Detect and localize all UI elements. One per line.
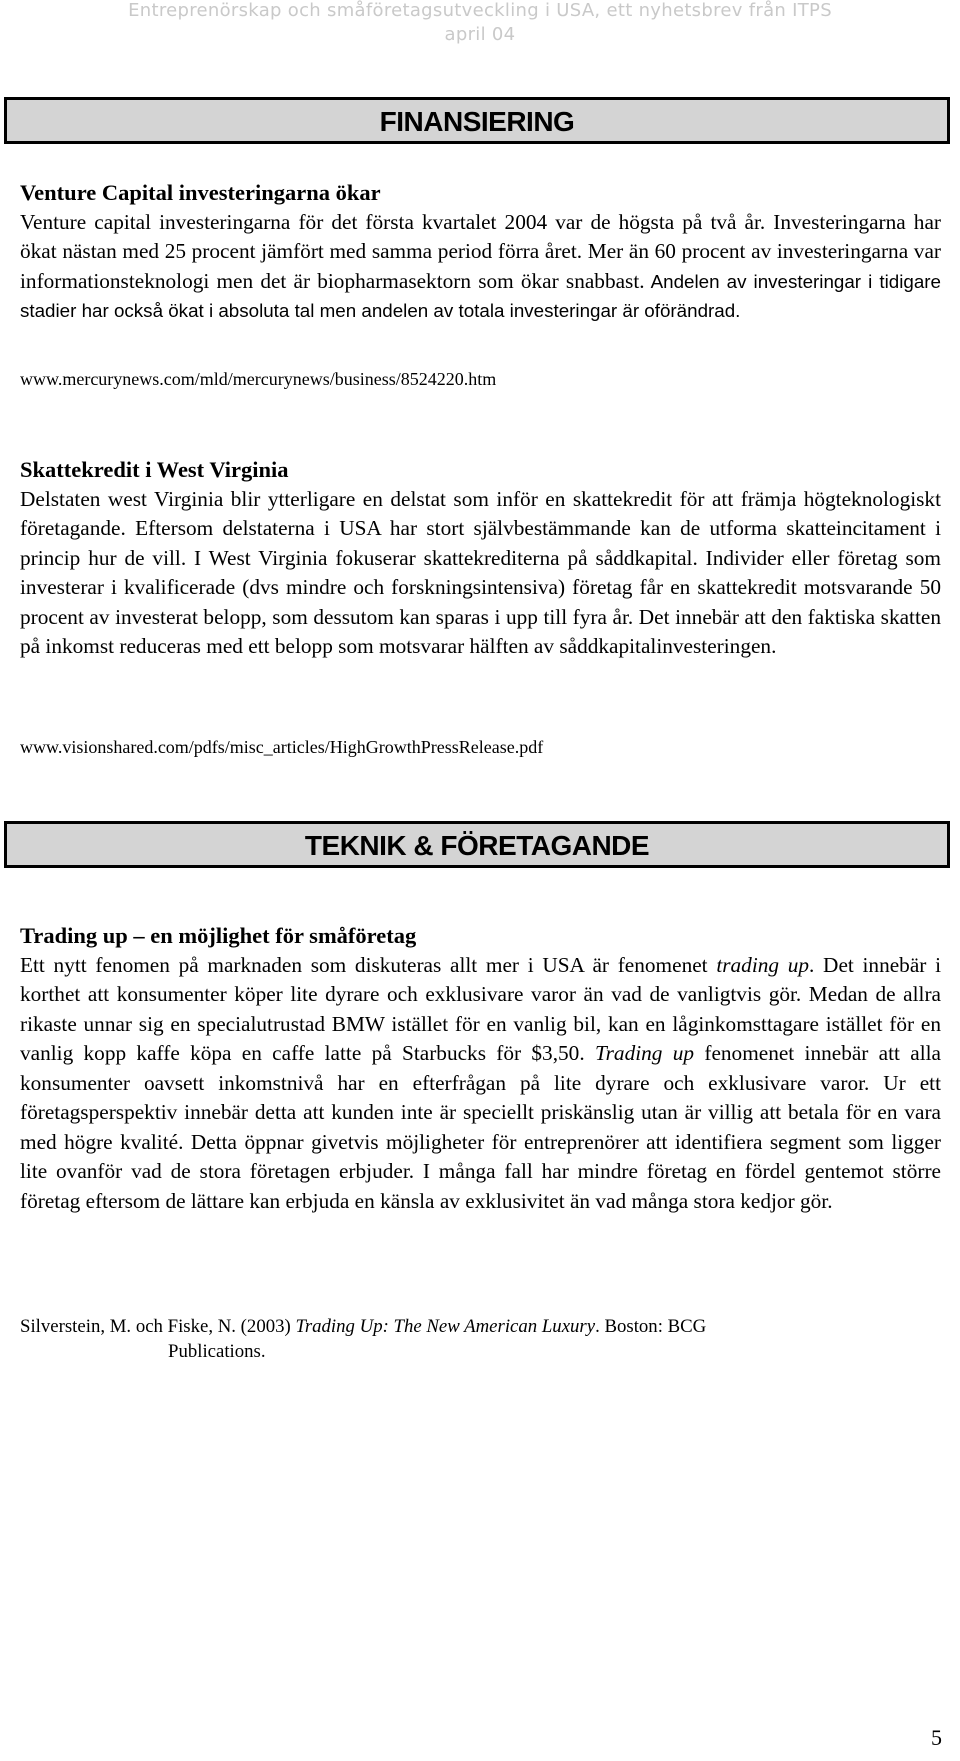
section-banner-teknik bbox=[4, 821, 950, 868]
running-header-title: Entreprenörskap och småföretagsutveckling i USA, ett nyhetsbrev från ITPS bbox=[128, 0, 832, 21]
article-trading-up bbox=[20, 921, 941, 1216]
article-body: fenomenet innebär att alla konsumenter oavsett inkomstnivå har en efterfrågan på lite dyrare och exklusivare varor. Ur ett företagsperspektiv innebär detta att kunden inte är speciellt priskänslig utan är villig att betala för en vara med högre kvalité. Detta öppnar givetvis möjligheter för entreprenörer att identifiera segment som ligger lite ovanför vad de stora företagen erbjuder. I många fall har mindre företag en fördel gentemot större företag eftersom de lättare kan erbjuda en känsla av exklusivitet än vad många stora kedjor gör. bbox=[20, 1041, 942, 1213]
article-body: Ett nytt fenomen på marknaden som diskuteras allt mer i USA är fenomenet bbox=[20, 952, 717, 977]
article-body: Andelen av investeringar i tidigare stadier har också ökat i absoluta tal men andelen av totala investeringar är oförändrad. bbox=[20, 270, 941, 321]
article-heading: Trading up – en möjlighet för småföretag bbox=[20, 923, 417, 948]
article-body: Individer eller företag som investerar i kvalificerade (dvs mindre och forskningsintensiva) företag får en skattekredit motsvarande 50 procent av investerat belopp, som dessutom kan sparas i upp till fyra år. Det innebär att den faktiska skatten på inkomst reduceras med ett belopp som motsvarar hälften av såddkapitalinvesteringen. bbox=[20, 545, 941, 658]
article-west-virginia bbox=[20, 455, 941, 662]
reference-publisher: . Boston: BCG bbox=[595, 1316, 707, 1337]
reference-continuation: Publications. bbox=[168, 1341, 266, 1362]
article-heading: Skattekredit i West Virginia bbox=[20, 457, 289, 482]
article-body: Delstaten west Virginia blir ytterligare en delstat som inför en skattekredit för att främja högteknologiskt företagande. bbox=[20, 486, 941, 540]
source-link[interactable]: www.visionshared.com/pdfs/misc_articles/HighGrowthPressRelease.pdf bbox=[20, 737, 544, 757]
running-header-date: april 04 bbox=[444, 24, 516, 45]
reference-authors: Silverstein, M. och Fiske, N. (2003) bbox=[20, 1316, 296, 1337]
section-title: TEKNIK & FÖRETAGANDE bbox=[304, 829, 650, 861]
section-banner-finansiering bbox=[4, 97, 950, 144]
page-number: 5 bbox=[931, 1725, 942, 1750]
term: Trading up bbox=[594, 1041, 695, 1065]
article-heading: Venture Capital investeringarna ökar bbox=[20, 180, 381, 205]
article-body: Venture capital investeringarna för det första kvartalet 2004 var de högsta på två år. Investeringarna har ökat nästan med 25 procent jämfört med samma period förra året. Mer än 60 procent av investeringarna var informationsteknologi men det är biopharmasektorn som ökar snabbast. bbox=[20, 209, 941, 293]
article-venture-capital bbox=[20, 178, 941, 326]
reference-title: Trading Up: The New American Luxury bbox=[295, 1316, 596, 1337]
section-title: FINANSIERING bbox=[379, 105, 575, 137]
source-link[interactable]: www.mercurynews.com/mld/mercurynews/business/8524220.htm bbox=[20, 369, 497, 389]
article-body: Eftersom delstaterna i USA har stort självbestämmande kan de utforma skatteincitament i princip hur de vill. I West Virginia fokuserar skattekrediterna på såddkapital. bbox=[20, 516, 941, 570]
article-body: . Det innebär i korthet att konsumenter köper lite dyrare och exklusivare varor än vad de vanligtvis gör. Medan de allra rikaste unnar sig en specialutrustad BMW istället för en vanlig bil, kan en låginkomsttagare istället för en vanlig kopp kaffe köpa en caffe latte på Starbucks för $3,50. bbox=[20, 952, 941, 1065]
reference bbox=[20, 1314, 941, 1340]
term: trading up bbox=[716, 952, 810, 977]
